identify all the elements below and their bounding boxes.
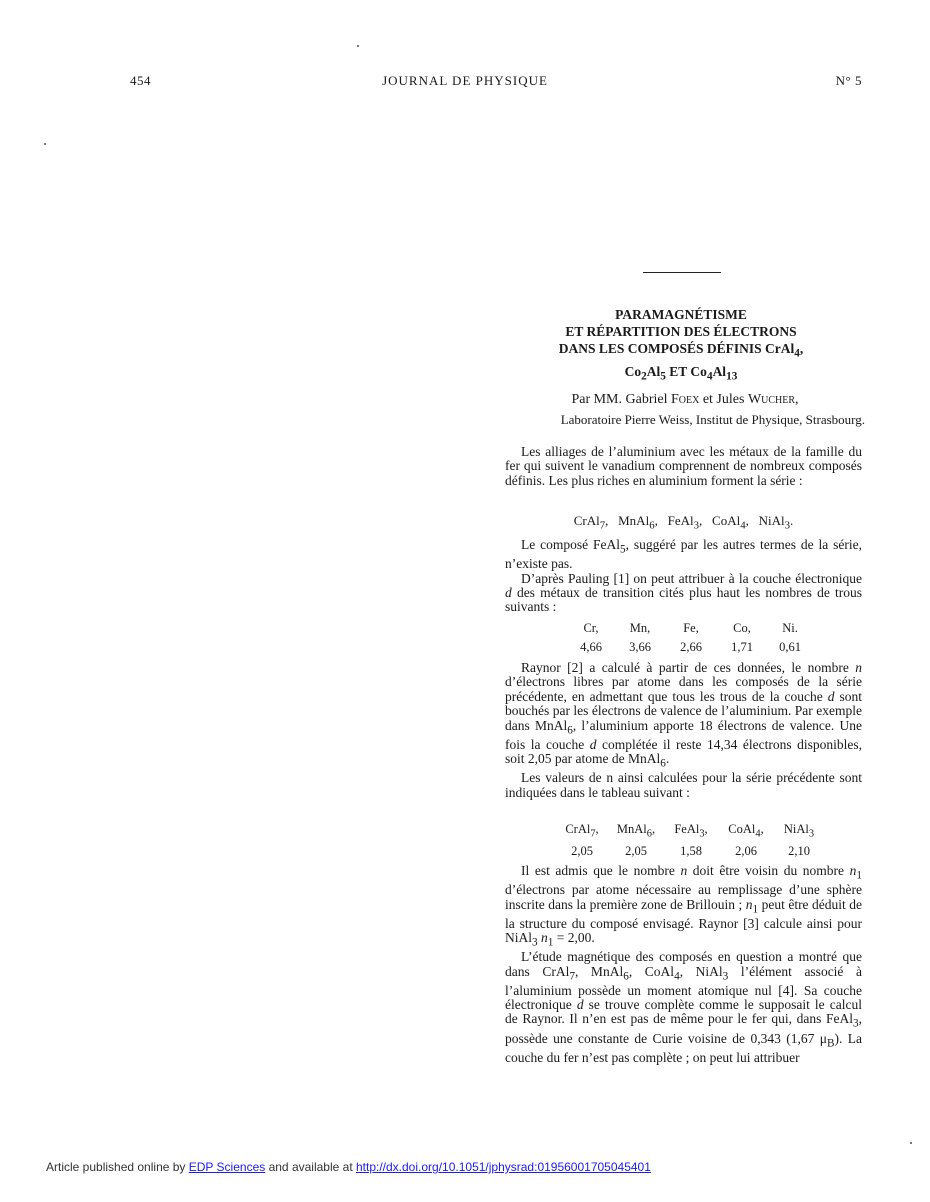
title-line-2: ET RÉPARTITION DES ÉLECTRONS [565,324,797,339]
text-run: , NiAl [679,963,723,979]
subscript: 4 [706,370,713,383]
subscript: 7 [569,970,575,983]
paragraphs-6-7-block [505,864,862,1065]
authors-prefix: Par MM. Gabriel [571,392,671,407]
title-text: Co [624,363,642,379]
subscript: 3 [722,970,729,983]
subscript: 4 [794,347,800,360]
title-line-3 [505,340,857,363]
table-header-cell: Fe, [683,621,699,635]
scan-speck [357,45,359,47]
table-cell: 4,66 [580,640,602,654]
mu-symbol: μ [819,1030,827,1046]
subscript: 2 [641,370,647,383]
table-header-cell [608,820,664,842]
holes-table [568,619,812,657]
subscript: 4 [674,970,680,983]
paragraph-7 [505,950,862,1065]
text-run: Le composé FeAl [521,537,621,552]
table-cell: 2,66 [680,640,702,654]
formula-text: CrAl [573,513,600,528]
publisher-link[interactable]: EDP Sciences [188,1160,266,1174]
paragraph-4 [505,661,862,771]
table-cell: 2,05 [571,843,593,858]
text-run: . [665,751,670,767]
text-run: se trouve complète comme le supposait le calcul de Raynor. Il n’en est pas de même pour le fer qui, dans FeAl [505,997,862,1027]
subscript: 1 [752,903,759,916]
text-run: L’étude magnétique des composés en question a montré que dans CrAl [505,949,862,979]
subscript: 5 [620,543,626,556]
text-run: peut être déduit de la structure du composé envisagé. Raynor [3] calcule ainsi pour NiAl [505,896,862,945]
formula-item [573,513,609,532]
authors-line [505,392,865,408]
table-cell: 2,06 [735,843,757,858]
subscript: 3 [699,828,705,840]
paragraphs-2-3-block [505,538,862,615]
italic-var: n [745,896,753,912]
formula-text: FeAl [667,513,694,528]
footer-text: Article published online by [46,1160,189,1174]
subscript: 5 [660,370,666,383]
authors-middle: et Jules [699,392,748,407]
table-row [556,842,824,861]
footer-text: and available at [265,1160,356,1174]
author-1-surname: Foex [670,392,700,407]
table-cell: 2,10 [788,843,810,858]
table-header-cell: Co, [733,621,751,635]
paragraph-2 [505,538,862,572]
italic-var: d [505,584,512,600]
series-formula [505,513,862,532]
italic-var: n [849,863,857,878]
subscript: 7 [599,519,606,532]
italic-var: d [576,997,584,1012]
title-text: DANS LES COMPOSÉS DÉFINIS CrAl [558,341,795,356]
text-run: , possède une constante de Curie voisine de 0,343 (1,67 [505,1011,862,1046]
scan-speck [910,1142,912,1144]
subscript: 6 [660,757,666,770]
italic-var: n [541,930,548,945]
table-header-cell: Mn, [629,621,651,635]
table-cell: 2,05 [625,843,647,858]
subscript: 1 [856,869,862,882]
formula-text: MnAl [618,513,650,528]
table-header-cell [664,820,718,842]
paragraph-1: Les alliages de l’aluminium avec les métaux de la famille du fer qui suivent le vanadium comprennent de nombreux composés définis. Les plus riches en aluminium forment la série : [505,444,862,488]
subscript: 4 [740,519,746,532]
subscript: B [826,1037,835,1050]
table-cell: 3,66 [629,640,651,654]
text-run: Il est admis que le nombre [521,863,681,878]
table-header-cell [774,820,824,842]
subscript: 3 [784,519,791,532]
formula-punct: , [745,513,749,528]
formula-text: CoAl [728,822,756,836]
subscript: 6 [623,970,629,983]
table-cell: 0,61 [779,640,801,654]
formula-text: MnAl [616,822,647,836]
table-header-cell: Cr, [583,621,599,635]
formula-punct: , [704,822,708,836]
subscript: 3 [853,1018,859,1031]
title-separator-rule [643,272,721,273]
italic-var: n [680,863,688,878]
journal-title: JOURNAL DE PHYSIQUE [382,73,548,88]
table-header-cell [556,820,608,842]
n-values-table [556,820,824,861]
subscript: 6 [649,519,655,532]
subscript: 3 [532,936,538,949]
text-run: , CoAl [628,963,675,979]
text-run: D’après Pauling [1] on peut attribuer à la couche électronique [521,570,862,586]
author-2-surname: Wucher [747,392,796,407]
issue-number: N° 5 [835,73,862,88]
title-line-4 [505,363,857,386]
italic-var: d [589,736,597,752]
subscript: 6 [646,828,652,840]
formula-punct: . [790,513,794,528]
subscript: 13 [726,370,738,383]
subscript: 4 [755,828,761,840]
publication-footer [46,1160,651,1174]
italic-var: n [855,660,862,675]
formula-punct: , [699,513,703,528]
formula-item [667,513,703,532]
formula-text: NiAl [783,822,809,836]
text-run: , suggéré par les autres termes de la série, n’existe pas. [505,537,862,572]
paragraph-6 [505,864,862,950]
text-run: doit être voisin du nombre [687,863,850,878]
page-number: 454 [130,73,151,88]
formula-punct: , [595,822,599,836]
article-title [505,306,857,385]
table-row [568,619,812,638]
text-run: Raynor [2] a calculé à partir de ces données, le nombre [521,660,856,675]
text-run: ). La couche du fer n’est pas complète ; on peut lui attribuer [505,1030,863,1065]
formula-text: CoAl [712,513,741,528]
text-run: , MnAl [574,963,624,979]
text-run: d’électrons par atome nécessaire au remplissage d’une sphère inscrite dans la première zone de Brillouin ; [505,882,862,912]
title-line-1: PARAMAGNÉTISME [615,307,747,322]
subscript: 3 [808,828,815,840]
title-text: ET Co [665,363,707,379]
subscript: 1 [547,936,554,949]
subscript: 6 [567,724,573,737]
text-run: complétée il reste 14,34 électrons disponibles, soit 2,05 par atome de MnAl [505,736,862,767]
formula-text: FeAl [674,822,700,836]
authors-suffix: , [795,392,799,407]
affiliation: Laboratoire Pierre Weiss, Institut de Physique, Strasbourg. [560,412,865,427]
text-run: l’élément associé à l’aluminium possède un moment atomique nul [4]. Sa couche électronique [505,963,863,1012]
formula-punct: , [605,513,609,528]
table-cell: 1,71 [731,640,753,654]
formula-text: CrAl [565,822,591,836]
doi-link[interactable]: http://dx.doi.org/10.1051/jphysrad:01956001705045401 [355,1160,651,1174]
paragraphs-4-5-block [505,661,862,800]
subscript: 7 [590,828,596,840]
table-row [568,638,812,657]
formula-text: NiAl [758,513,785,528]
text-run: d’électrons libres par atome dans les composés de la série précédente, en admettant que tous les trous de la couche [505,674,862,704]
paragraph-5: Les valeurs de n ainsi calculées pour la série précédente sont indiquées dans le tableau suivant : [505,770,862,800]
paragraph-3 [505,572,862,615]
text-run: sont bouchés par les électrons de valence de l’aluminium. Par exemple dans MnAl [505,688,862,733]
table-cell: 1,58 [680,843,702,858]
table-header-cell: Ni. [782,621,798,635]
italic-var: d [827,688,835,704]
title-text: Al [712,363,727,379]
text-run: = 2,00. [553,930,595,945]
scan-speck [44,143,46,145]
text-run: des métaux de transition cités plus haut les nombres de trous suivants : [505,584,862,615]
title-text: , [799,341,804,356]
formula-punct: , [760,822,764,836]
subscript: 3 [693,519,700,532]
table-row [556,820,824,842]
text-run: , l’aluminium apporte 18 électrons de valence. Une fois la couche [505,717,862,752]
formula-punct: , [654,513,658,528]
paragraph-1-block [505,445,862,488]
formula-punct: , [651,822,656,836]
formula-item [618,513,658,532]
table-header-cell [718,820,774,842]
title-text: Al [646,363,661,379]
formula-item [712,513,749,532]
formula-item [758,513,794,532]
